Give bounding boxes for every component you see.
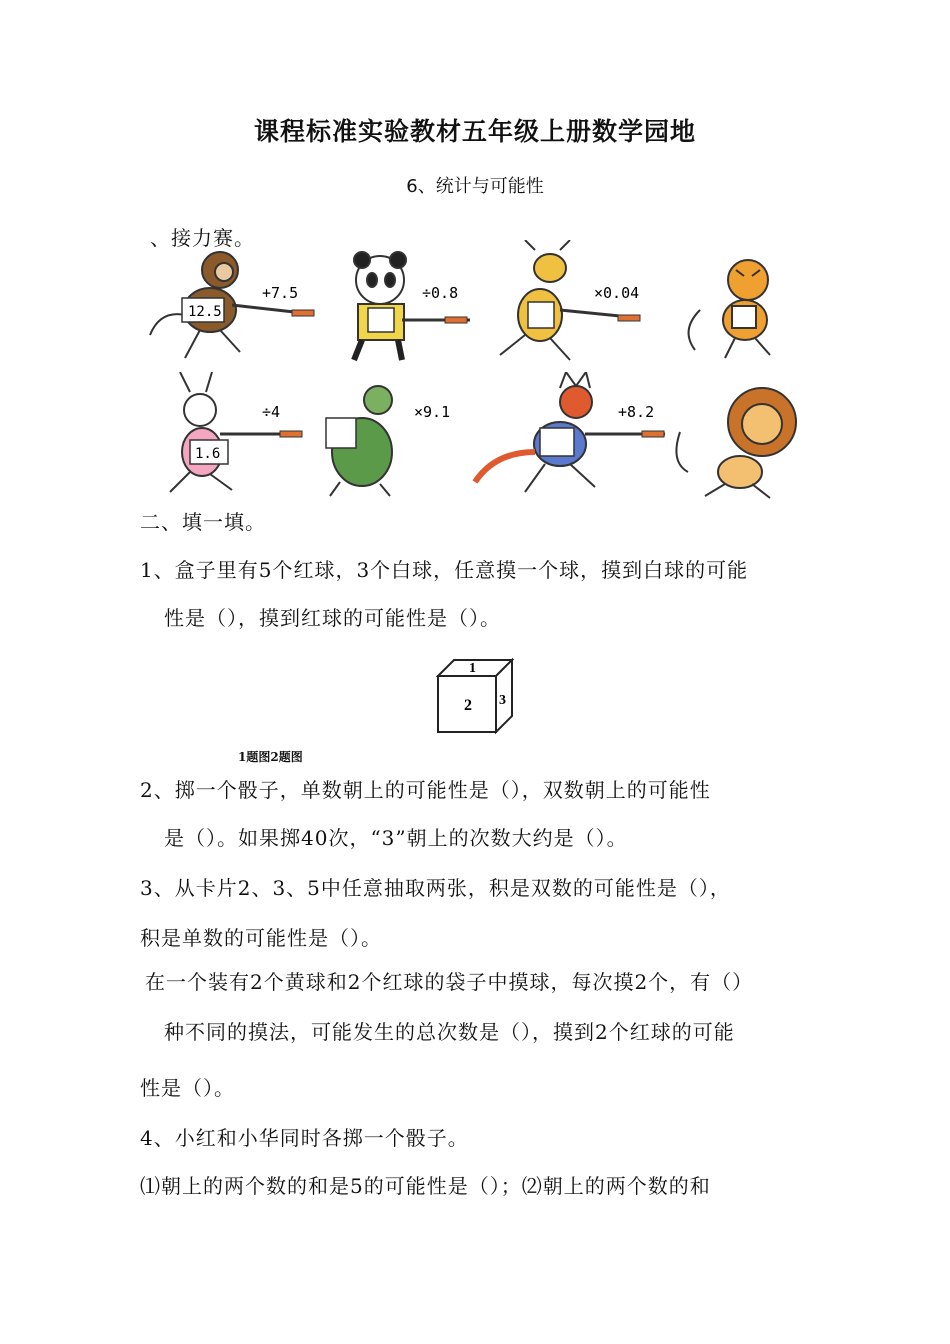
die-front-face: 2 [464, 697, 472, 714]
die-side-face: 3 [499, 693, 506, 708]
relay-op-2-3: +8.2 [618, 403, 655, 421]
relay-row-2 [140, 372, 820, 502]
q1-line-2: 性是（），摸到红球的可能性是（）。 [164, 606, 501, 630]
q2-line-1: 2、掷一个骰子，单数朝上的可能性是（），双数朝上的可能性 [140, 778, 711, 802]
monkey-icon [150, 252, 314, 358]
section-fill-heading: 二、填一填。 [140, 510, 266, 534]
relay-op-2-1: ÷4 [262, 403, 281, 421]
relay-op-1-2: ÷0.8 [422, 284, 459, 302]
q3b-line-2: 种不同的摸法，可能发生的总次数是（），摸到2个红球的可能 [164, 1020, 735, 1044]
relay-op-1-3: ×0.04 [594, 284, 640, 302]
relay-op-1-1: +7.5 [262, 284, 299, 302]
page-subtitle: 6、统计与可能性 [406, 176, 544, 197]
q4-line-1: 4、小红和小华同时各掷一个骰子。 [140, 1126, 469, 1150]
q3b-line-1: 在一个装有2个黄球和2个红球的袋子中摸球，每次摸2个，有（） [145, 970, 754, 994]
relay-op-2-2: ×9.1 [414, 403, 451, 421]
q3-line-2: 积是单数的可能性是（）。 [140, 926, 382, 950]
figure-caption: 1题图2题图 [238, 750, 303, 764]
section-relay-heading: 、接力赛。 [150, 226, 255, 250]
relay-start-card-1: 12.5 [188, 304, 222, 320]
die-top-face: 1 [469, 661, 476, 676]
panda-icon [354, 252, 470, 360]
die-icon [432, 656, 516, 736]
q2-line-2: 是（）。如果掷40次，“3”朝上的次数大约是（）。 [164, 826, 628, 850]
rabbit-icon [170, 372, 302, 492]
relay-start-card-2: 1.6 [195, 446, 221, 462]
tiger-icon [689, 260, 770, 358]
q3b-line-3: 性是（）。 [140, 1076, 235, 1100]
lion-icon [676, 388, 796, 498]
relay-row-2-illustration [140, 372, 820, 502]
relay-row-1 [140, 240, 820, 365]
die-figure [432, 656, 516, 736]
q3-line-1: 3、从卡片2、3、5中任意抽取两张，积是双数的可能性是（）， [140, 876, 731, 900]
q1-line-1: 1、盒子里有5个红球，3个白球，任意摸一个球，摸到白球的可能 [140, 558, 749, 582]
q4-line-2: ⑴朝上的两个数的和是5的可能性是（）；⑵朝上的两个数的和 [140, 1174, 711, 1198]
relay-row-1-illustration [140, 240, 820, 365]
page-title: 课程标准实验教材五年级上册数学园地 [253, 117, 696, 146]
